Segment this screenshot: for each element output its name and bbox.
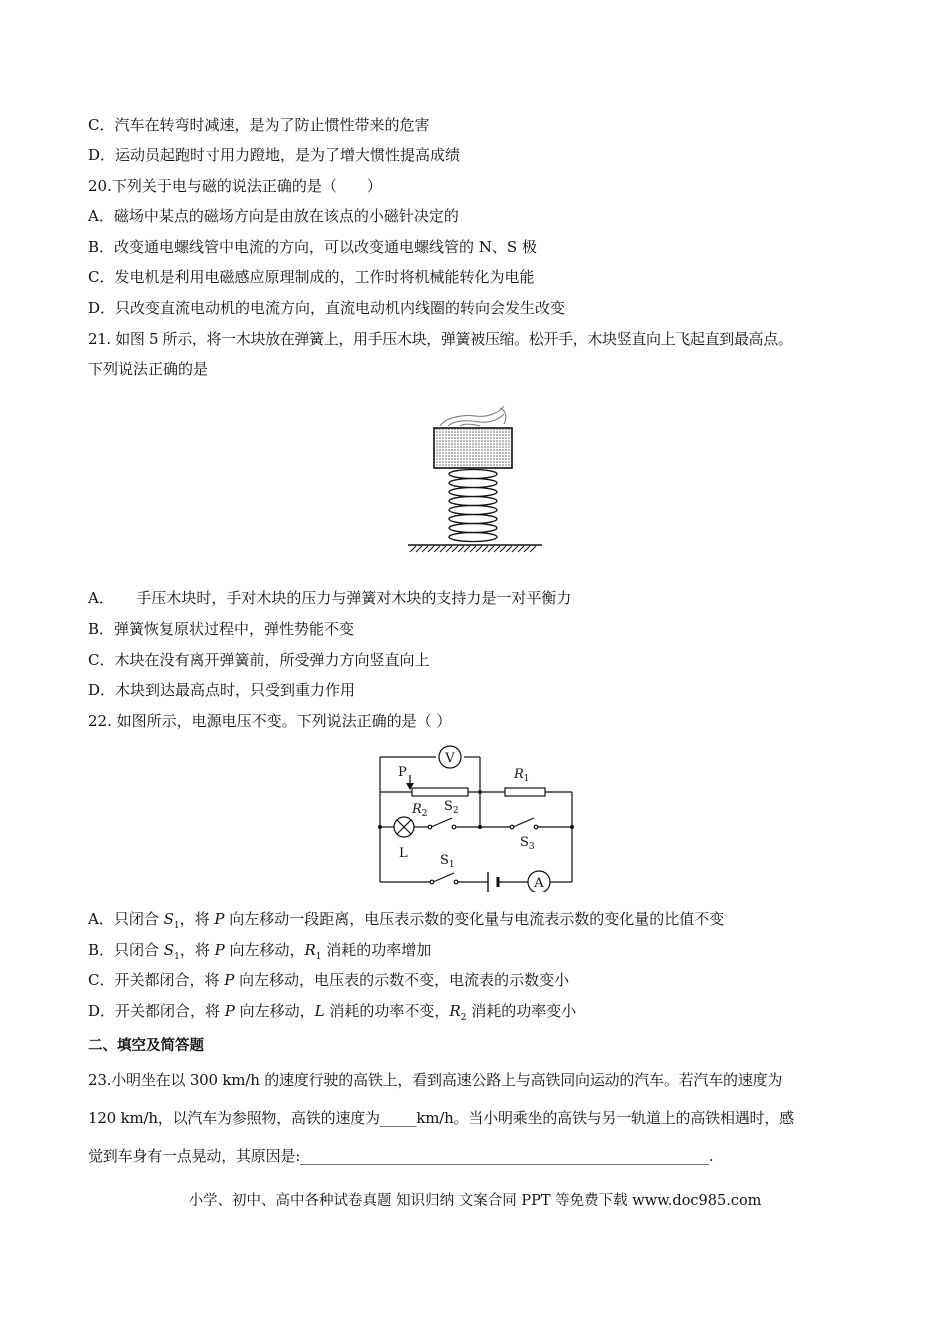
q23-line2: 120 km/h，以汽车为参照物，高铁的速度为_____km/h。当小明乘坐的高铁与另一轨道上的高铁相遇时，感 [88, 1109, 794, 1127]
svg-text:L: L [399, 846, 408, 861]
svg-text:V: V [445, 751, 455, 766]
q19-option-c: C．汽车在转弯时减速，是为了防止惯性带来的危害 [88, 116, 430, 134]
q19-option-d: D．运动员起跑时寸用力蹬地，是为了增大惯性提高成绩 [88, 146, 461, 164]
q21-option-c: C．木块在没有离开弹簧前，所受弹力方向竖直向上 [88, 651, 430, 669]
lamp-icon [394, 817, 414, 837]
voltmeter [439, 746, 461, 768]
q22-option-d: D．开关都闭合，将 P 向左移动，L 消耗的功率不变，$R_2$ 消耗的功率变小 [88, 1002, 577, 1023]
q21-stem-line2: 下列说法正确的是 [88, 360, 209, 378]
switch-s3 [510, 818, 538, 829]
svg-text:S1: $S_1$ [440, 853, 455, 870]
q21-option-d: D．木块到达最高点时，只受到重力作用 [88, 681, 356, 699]
q22-option-c: C．开关都闭合，将 P 向左移动，电压表的示数不变，电流表的示数变小 [88, 971, 570, 989]
spring-block-figure [400, 398, 550, 558]
svg-text:S2: $S_2$ [444, 799, 459, 816]
slider-p [398, 765, 414, 790]
svg-text:A: A [534, 876, 544, 891]
svg-text:S3: $S_3$ [520, 835, 535, 852]
svg-text:R2: $R_2$ [412, 802, 428, 819]
q23-line3: 觉到车身有一点晃动，其原因是:________________________________________________________. [88, 1147, 714, 1165]
battery-icon [488, 872, 498, 892]
svg-text:R1: $R_1$ [514, 767, 530, 784]
rheostat-r2 [412, 788, 468, 796]
ammeter [528, 871, 550, 892]
q21-option-a: A． 手压木块时，手对木块的压力与弹簧对木块的支持力是一对平衡力 [88, 589, 572, 607]
q21-stem-line1: 21. 如图 5 所示，将一木块放在弹簧上，用手压木块，弹簧被压缩。松开手，木块竖直向上飞起直到最高点。 [88, 330, 793, 348]
q20-option-a: A．磁场中某点的磁场方向是由放在该点的小磁针决定的 [88, 207, 459, 225]
q21-option-b: B．弹簧恢复原状过程中，弹性势能不变 [88, 620, 355, 638]
ground-surface [408, 545, 542, 552]
q20-option-d: D．只改变直流电动机的电流方向，直流电动机内线圈的转向会发生改变 [88, 299, 566, 317]
circuit-diagram [370, 742, 585, 892]
q23-line1: 23.小明坐在以 300 km/h 的速度行驶的高铁上，看到高速公路上与高铁同向运动的汽车。若汽车的速度为 [88, 1071, 783, 1089]
q20-stem: 20.下列关于电与磁的说法正确的是（ ） [88, 177, 382, 195]
page-footer: 小学、初中、高中各种试卷真题 知识归纳 文案合同 PPT 等免费下载 www.doc985.com [188, 1193, 762, 1209]
spring-coil [449, 470, 497, 542]
q22-stem: 22. 如图所示，电源电压不变。下列说法正确的是（ ） [88, 712, 452, 730]
section-title: 二、填空及简答题 [88, 1038, 204, 1054]
hand-icon [440, 406, 506, 426]
resistor-r1 [505, 788, 545, 796]
switch-s2 [428, 818, 456, 829]
svg-text:P: P [398, 765, 407, 780]
q20-option-c: C．发电机是利用电磁感应原理制成的，工作时将机械能转化为电能 [88, 268, 535, 286]
q22-option-b: B．只闭合 $S_1$，将 P 向左移动，$R_1$ 消耗的功率增加 [88, 941, 432, 962]
q20-option-b: B．改变通电螺线管中电流的方向，可以改变通电螺线管的 N、S 极 [88, 238, 537, 256]
q22-option-a: A．只闭合 $S_1$，将 P 向左移动一段距离，电压表示数的变化量与电流表示数的变化量的比值不变 [88, 910, 725, 931]
wooden-block [434, 428, 512, 468]
switch-s1 [430, 873, 458, 884]
